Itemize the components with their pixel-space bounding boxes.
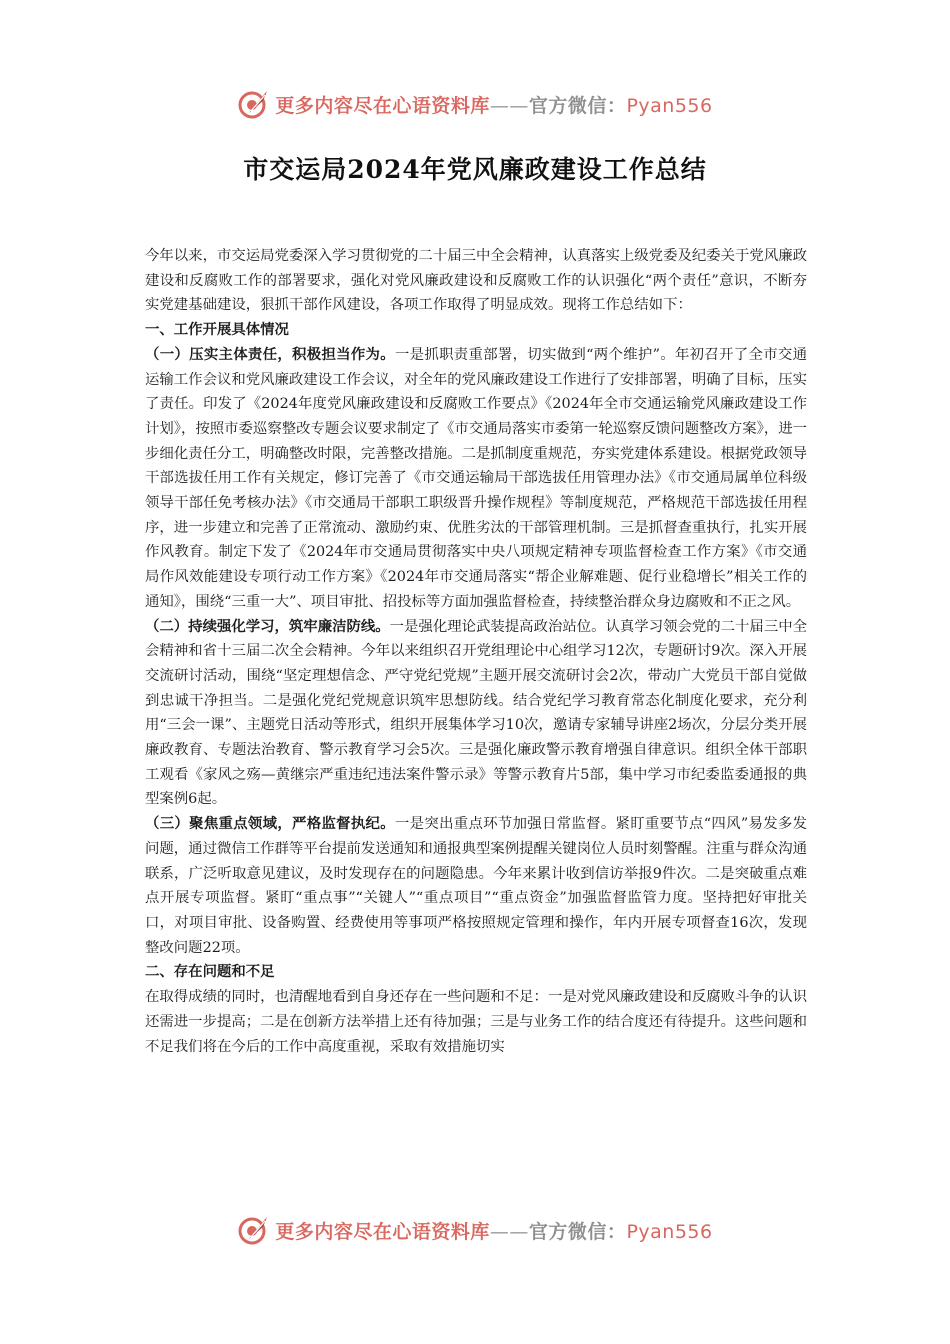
watermark-banner-top	[0, 84, 950, 124]
watermark-wechat-label: 官方微信：	[528, 94, 627, 117]
intro-paragraph: 今年以来，市交运局党委深入学习贯彻党的二十届三中全会精神，认真落实上级党委及纪委关于党风廉政建设和反腐败工作的部署要求，强化对党风廉政建设和反腐败工作的认识强化“两个责任”意识，不断夯实党建基础建设，狠抓干部作风建设，各项工作取得了明显成效。现将工作总结如下：	[145, 248, 807, 314]
watermark-banner-bottom	[0, 1210, 950, 1250]
paragraph-1-2-text: 一是强化理论武装提高政治站位。认真学习领会党的二十届三中全会精神和省十三届二次全会精神。今年以来组织召开党组理论中心组学习12次，专题研讨9次。深入开展交流研讨活动，围绕“坚定理想信念、严守党纪党规”主题开展交流研讨会2次，带动广大党员干部自觉做到忠诚干净担当。二是强化党纪党规意识筑牢思想防线。结合党纪学习教育常态化制度化要求，充分利用“三会一课”、主题党日活动等形式，组织开展集体学习10次，邀请专家辅导讲座2场次，分层分类开展廉政教育、专题法治教育、警示教育学习会5次。三是强化廉政警示教育增强自律意识。组织全体干部职工观看《家风之殇—黄继宗严重违纪违法案件警示录》等警示教育片5部，集中学习市纪委监委通报的典型案例6起。	[145, 618, 807, 808]
watermark-text	[275, 91, 712, 118]
watermark-text	[275, 1217, 712, 1244]
document-title: 市交运局2024年党风廉政建设工作总结	[243, 155, 707, 184]
watermark-brand: 更多内容尽在心语资料库	[275, 94, 490, 117]
subheading-1-2: （二）持续强化学习，筑牢廉洁防线。	[145, 617, 390, 635]
document-body	[145, 244, 807, 1059]
watermark-wechat-label: 官方微信：	[528, 1220, 627, 1243]
section-heading-1: 一、工作开展具体情况	[145, 321, 289, 339]
subheading-1-1: （一）压实主体责任，积极担当作为。	[145, 345, 395, 363]
watermark-dash: ——	[489, 1220, 529, 1243]
paragraph-1-2	[145, 615, 807, 813]
watermark-brand: 更多内容尽在心语资料库	[275, 1220, 490, 1243]
section-heading-2: 二、存在问题和不足	[145, 963, 275, 981]
subheading-1-3: （三）聚焦重点领域，严格监督执纪。	[145, 815, 395, 833]
paragraph-1-1-text: 一是抓职责重部署，切实做到“两个维护”。年初召开了全市交通运输工作会议和党风廉政建设工作会议，对全年的党风廉政建设工作进行了安排部署，明确了目标，压实了责任。印发了《2024年度党风廉政建设和反腐败工作要点》《2024年全市交通运输党风廉政建设工作计划》，按照市委巡察整改专题会议要求制定了《市交通局落实市委第一轮巡察反馈问题整改方案》，进一步细化责任分工，明确整改时限，完善整改措施。二是抓制度重规范，夯实党建体系建设。根据党政领导干部选拔任用工作有关规定，修订完善了《市交通运输局干部选拔任用管理办法》《市交通局属单位科级领导干部任免考核办法》《市交通局干部职工职级晋升操作规程》等制度规范，严格规范干部选拔任用程序，进一步建立和完善了正常流动、激励约束、优胜劣汰的干部管理机制。三是抓督查重执行，扎实开展作风教育。制定下发了《2024年市交通局贯彻落实中央八项规定精神专项监督检查工作方案》《市交通局作风效能建设专项行动工作方案》《2024年市交通局落实“帮企业解难题、促行业稳增长”相关工作的通知》，围绕“三重一大”、项目审批、招投标等方面加强监督检查，持续整治群众身边腐败和不正之风。	[145, 346, 807, 610]
watermark-account: Pyan556	[626, 94, 713, 117]
quill-logo-icon	[237, 1213, 271, 1247]
quill-logo-icon	[237, 87, 271, 121]
paragraph-2: 在取得成绩的同时，也清醒地看到自身还存在一些问题和不足：一是对党风廉政建设和反腐败斗争的认识还需进一步提高；二是在创新方法举措上还有待加强；三是与业务工作的结合度还有待提升。这些问题和不足我们将在今后的工作中高度重视，采取有效措施切实	[145, 989, 807, 1055]
paragraph-1-3	[145, 812, 807, 960]
watermark-account: Pyan556	[626, 1220, 713, 1243]
paragraph-1-3-text: 一是突出重点环节加强日常监督。紧盯重要节点“四风”易发多发问题，通过微信工作群等平台提前发送通知和通报典型案例提醒关键岗位人员时刻警醒。注重与群众沟通联系，广泛听取意见建议，及时发现存在的问题隐患。今年来累计收到信访举报9件次。二是突破重点难点开展专项监督。紧盯“重点事”“关键人”“重点项目”“重点资金”加强监督监管力度。坚持把好审批关口，对项目审批、设备购置、经费使用等事项严格按照规定管理和操作，年内开展专项督查16次，发现整改问题22项。	[145, 816, 807, 956]
watermark-dash: ——	[489, 94, 529, 117]
paragraph-1-1	[145, 343, 807, 615]
